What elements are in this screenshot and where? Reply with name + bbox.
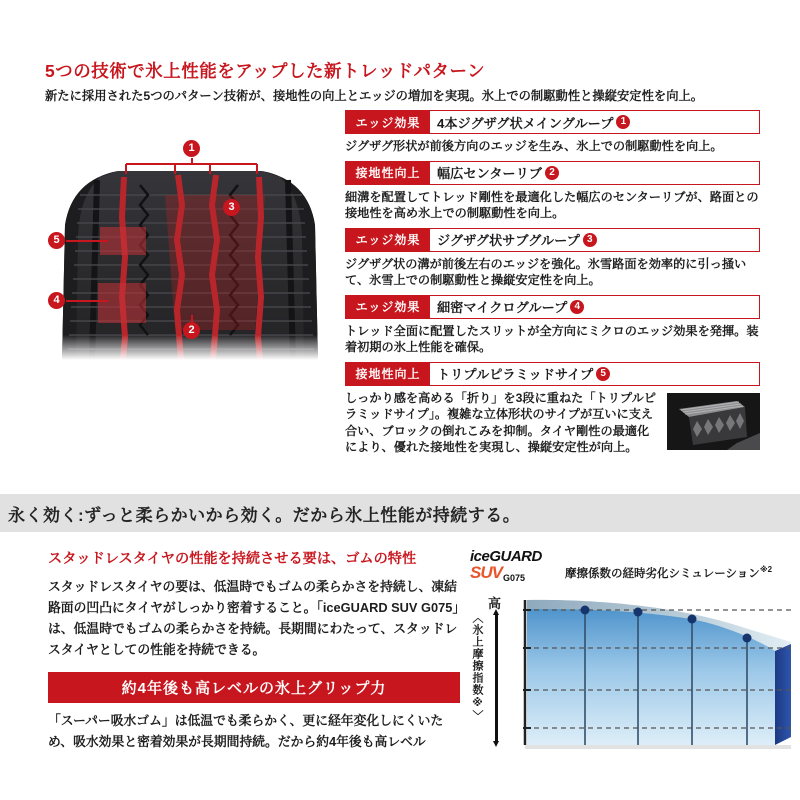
section-title-tread-pattern: 5つの技術で氷上性能をアップした新トレッドパターン	[45, 61, 486, 81]
feature-title	[430, 296, 584, 318]
feature-description-text: しっかり感を高める「折り」を3段に重ねた「トリプルピラミッドサイプ」。複雑な立体形状のサイプが互いに支え合い、ブロックの倒れこみを抑制。タイヤ剛性の最適化により、優れた接地性を実現し、操縦安定性が向上。	[345, 390, 656, 454]
friction-decay-chart	[523, 598, 798, 753]
feature-title-text: ジグザグ状サブグループ	[437, 233, 580, 248]
sipe-detail-image	[667, 393, 760, 450]
feature-item-5	[345, 362, 760, 456]
y-axis-high-label: 高	[488, 596, 502, 611]
feature-description: トレッド全面に配置したスリットが全方向にミクロのエッジ効果を発揮。装着初期の氷上性能を確保。	[345, 323, 759, 354]
y-axis-label: 〈氷上摩擦指数※〉	[471, 612, 483, 722]
persistence-banner-text: 永く効く:ずっと柔らかいから効く。だから氷上性能が持続する。	[8, 505, 521, 525]
feature-tag: 接地性向上	[346, 363, 430, 385]
feature-title-text: 4本ジグザグ状メイングループ	[437, 115, 614, 131]
feature-tag: 接地性向上	[346, 162, 430, 184]
tire-callout-2: 2	[183, 322, 200, 339]
chart-title	[565, 565, 772, 581]
feature-description: ジグザグ状の溝が前後左右のエッジを強化。氷雪路面を効率的に引っ掻いて、氷雪上での制駆動性と操縦安定性を向上。	[345, 256, 747, 287]
tire-callout-3: 3	[223, 199, 240, 216]
logo-iceguard-text: iceGUARD	[470, 548, 542, 565]
feature-header	[345, 110, 760, 134]
grip-banner: 約4年後も高レベルの氷上グリップ力	[48, 672, 460, 703]
section-subtitle: 新たに採用された5つのパターン技術が、接地性の向上とエッジの増加を実現。氷上での制駆動性と操縦安定性を向上。	[45, 89, 704, 103]
chart-title-footnote: ※2	[759, 565, 773, 575]
feature-number-badge: 2	[545, 166, 559, 180]
feature-number-badge: 1	[616, 115, 630, 129]
rubber-section	[48, 548, 460, 752]
rubber-section-title: スタッドレスタイヤの性能を持続させる要は、ゴムの特性	[48, 551, 417, 567]
tire-callout-5: 5	[48, 232, 65, 249]
simulation-chart-block	[468, 548, 798, 758]
tire-callout-4: 4	[48, 292, 65, 309]
feature-item-4	[345, 295, 760, 356]
feature-number-badge: 5	[596, 367, 610, 381]
feature-header	[345, 228, 760, 252]
feature-title-text: 幅広センターリブ	[437, 166, 542, 181]
feature-header	[345, 362, 760, 386]
logo-suv-text: SUV	[470, 563, 502, 582]
feature-tag: エッジ効果	[346, 229, 430, 251]
chart-title-text: 摩擦係数の経時劣化シミュレーション	[565, 568, 760, 580]
iceguard-logo	[470, 548, 542, 583]
rubber-section-body: スタッドレスタイヤの要は、低温時でもゴムの柔らかさを持続し、凍結路面の凹凸にタイヤがしっかり密着すること。「iceGUARD SUV G075」は、低温時でもゴムの柔らかさを持続。長期間にわたって、スタッドレスタイヤとしての性能を持続できる。	[48, 579, 459, 657]
feature-title-text: 細密マイクログループ	[437, 300, 568, 315]
feature-tag: エッジ効果	[346, 111, 430, 133]
feature-number-badge: 3	[583, 233, 597, 247]
feature-description: ジグザグ形状が前後方向のエッジを生み、氷上での制駆動性を向上。	[345, 139, 723, 153]
feature-title	[430, 229, 597, 251]
feature-tag: エッジ効果	[346, 296, 430, 318]
feature-title	[430, 162, 559, 184]
feature-item-2	[345, 161, 760, 222]
tire-callout-1: 1	[183, 140, 200, 157]
feature-header	[345, 295, 760, 319]
feature-number-badge: 4	[570, 300, 584, 314]
feature-header	[345, 161, 760, 185]
logo-g075-text: G075	[502, 573, 525, 583]
y-axis-arrow	[495, 614, 498, 742]
tire-tread-image	[40, 125, 340, 360]
feature-title	[430, 111, 630, 133]
feature-title	[430, 363, 610, 385]
feature-list	[345, 110, 760, 462]
feature-description	[345, 390, 760, 456]
feature-item-3	[345, 228, 760, 289]
feature-description: 細溝を配置してトレッド剛性を最適化した幅広のセンターリブが、路面との接地性を高め氷上での制駆動性を向上。	[345, 189, 759, 220]
feature-title-text: トリプルピラミッドサイプ	[437, 367, 594, 382]
persistence-banner	[0, 494, 800, 532]
feature-item-1	[345, 110, 760, 155]
rubber-section-body2: 「スーパー吸水ゴム」は低温でも柔らかく、更に経年変化しにくいため、吸水効果と密着効果が長期間持続。だから約4年後も高レベル	[48, 713, 444, 749]
